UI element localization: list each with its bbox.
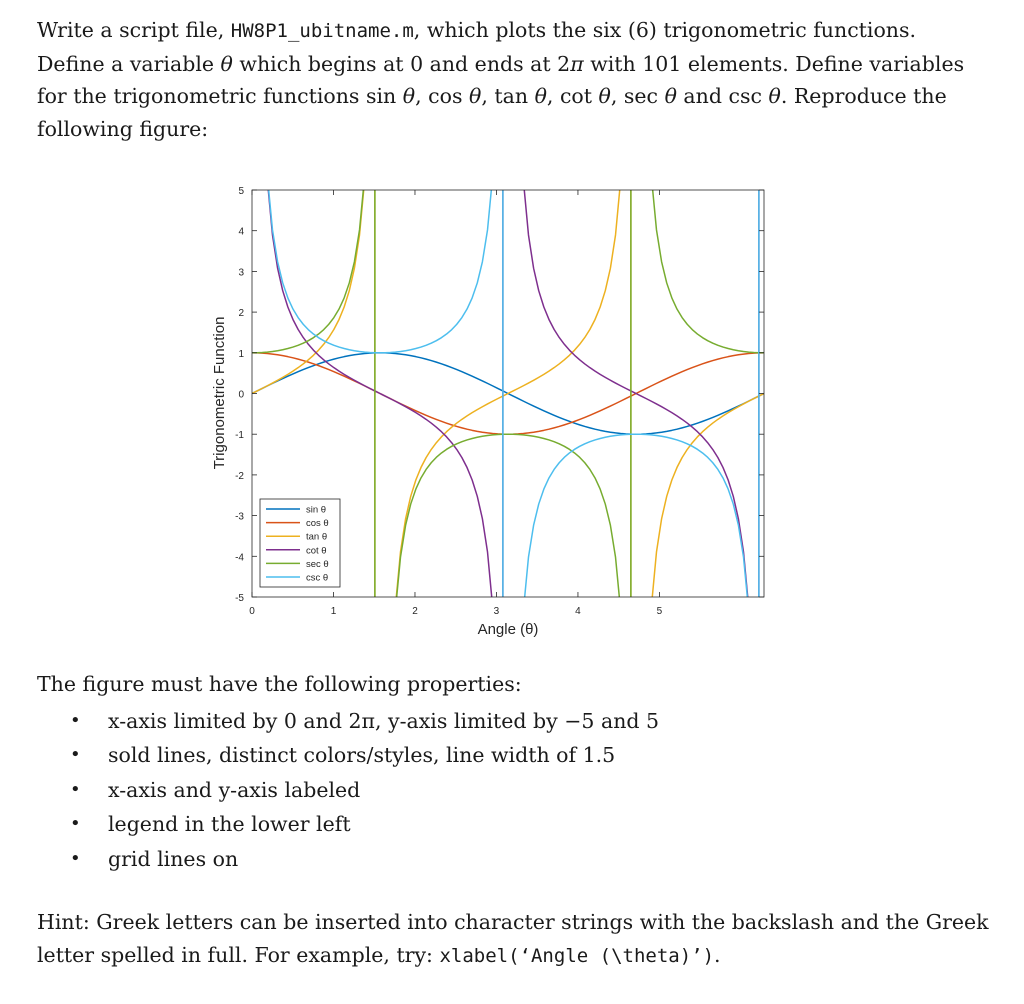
statement-line-4: following figure: <box>37 116 209 141</box>
text-segment: , sec <box>610 84 665 108</box>
script-filename: HW8P1_ubitname.m <box>230 20 414 42</box>
theta-symbol: θ <box>469 84 482 108</box>
y-tick-label: 3 <box>238 267 244 279</box>
bullet-symbol: • <box>70 813 81 835</box>
legend-label-sin: sin θ <box>306 504 327 516</box>
statement-line-1 <box>37 14 987 48</box>
theta-symbol: θ <box>664 84 677 108</box>
xlabel-code-example: xlabel(‘Angle (\theta)’) <box>439 945 715 967</box>
y-tick-label: -5 <box>235 593 244 604</box>
text-segment: for the trigonometric functions sin <box>37 84 403 108</box>
list-item-text: x-axis and y-axis labeled <box>108 777 361 802</box>
bullet-symbol: • <box>70 847 81 869</box>
x-tick-label: 1 <box>330 606 337 617</box>
list-item <box>70 842 659 876</box>
list-item-text: x-axis limited by 0 and 2π, y-axis limited by −5 and 5 <box>108 709 660 733</box>
y-tick-label: -4 <box>235 552 244 564</box>
legend-label-cot: cot θ <box>306 545 327 557</box>
trig-chart <box>200 150 800 650</box>
y-axis-label: Trigonometric Function <box>211 316 228 470</box>
problem-statement <box>37 14 987 145</box>
theta-symbol: θ <box>220 51 233 76</box>
pi-symbol: π <box>570 51 584 76</box>
list-item <box>70 807 659 841</box>
text-segment: letter spelled in full. For example, try: <box>37 943 440 967</box>
bullet-symbol: • <box>70 778 81 800</box>
y-tick-label: 4 <box>238 226 244 238</box>
theta-symbol: θ <box>598 84 611 108</box>
text-segment: , which plots the six (6) trigonometric functions. <box>413 18 917 42</box>
theta-symbol: θ <box>402 84 416 108</box>
bullet-symbol: • <box>70 710 81 731</box>
x-tick-label: 4 <box>575 606 581 617</box>
list-item-text: grid lines on <box>108 846 239 871</box>
text-segment: , cot <box>546 84 599 108</box>
legend <box>260 499 340 587</box>
text-segment: Write a script file, <box>37 18 231 42</box>
y-tick-label: -3 <box>235 511 244 523</box>
list-item-text: legend in the lower left <box>108 812 351 837</box>
statement-line-2 <box>37 48 987 81</box>
y-tick-label: 2 <box>238 308 244 320</box>
y-tick-label: -2 <box>235 470 244 482</box>
y-tick-label: 5 <box>238 186 244 197</box>
text-segment: . Reproduce the <box>780 84 947 108</box>
list-item <box>70 738 659 772</box>
x-tick-label: 3 <box>493 606 500 617</box>
x-tick-label: 2 <box>412 606 418 617</box>
list-item <box>70 773 659 807</box>
x-tick-labels <box>249 606 662 617</box>
legend-label-tan: tan θ <box>306 531 328 543</box>
text-segment: with 101 elements. Define variables <box>583 51 965 76</box>
x-tick-label: 5 <box>656 606 663 617</box>
text-segment: , tan <box>481 84 535 108</box>
x-tick-label: 0 <box>249 606 255 617</box>
legend-label-csc: csc θ <box>306 572 329 584</box>
statement-line-3 <box>37 80 987 113</box>
properties-heading: The figure must have the following properties: <box>37 672 522 696</box>
y-tick-label: -1 <box>235 430 244 442</box>
text-segment: Define a variable <box>37 51 221 76</box>
text-segment: , cos <box>415 84 469 108</box>
theta-symbol: θ <box>768 84 781 108</box>
trig-figure <box>200 150 800 650</box>
hint-paragraph <box>37 906 997 973</box>
list-item-text: sold lines, distinct colors/styles, line width of 1.5 <box>108 743 616 768</box>
x-axis-label: Angle (θ) <box>477 621 539 638</box>
y-tick-label: 1 <box>238 348 244 360</box>
properties-list <box>70 704 659 876</box>
hint-line-1: Hint: Greek letters can be inserted into character strings with the backslash and the Greek <box>37 910 989 934</box>
text-segment: . <box>714 943 721 967</box>
legend-label-sec: sec θ <box>306 558 329 570</box>
y-tick-label: 0 <box>238 389 244 401</box>
hint-line-2 <box>37 939 997 973</box>
text-segment: and csc <box>676 84 769 108</box>
theta-symbol: θ <box>534 84 547 108</box>
bullet-symbol: • <box>70 744 81 766</box>
text-segment: which begins at 0 and ends at 2 <box>232 51 571 76</box>
legend-label-cos: cos θ <box>306 518 329 530</box>
y-tick-labels <box>235 186 244 604</box>
list-item <box>70 704 659 738</box>
